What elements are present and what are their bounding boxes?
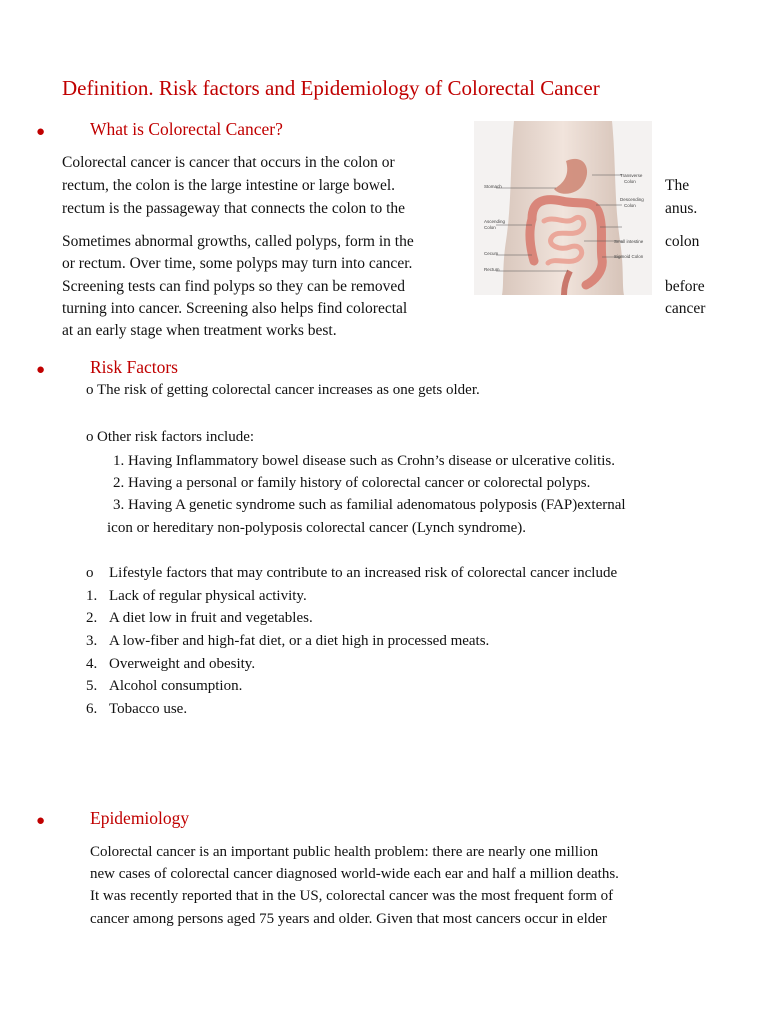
figure-label: Colon [624,203,636,208]
list-number: 5. [86,678,98,694]
section-heading-epidemiology: Epidemiology [90,808,190,828]
lifestyle-item: Alcohol consumption. [109,678,243,694]
circle-bullet-icon: o [86,429,94,445]
lifestyle-intro: Lifestyle factors that may contribute to an increased risk of colorectal cancer include [109,565,618,581]
list-number: 2. [86,610,98,626]
figure-label: Sigmoid Colon [614,254,644,259]
lifestyle-item: A diet low in fruit and vegetables. [109,610,313,626]
risk-item-age: The risk of getting colorectal cancer increases as one gets older. [97,382,480,398]
figure-label: Descending [620,197,644,202]
figure-label: Colon [484,225,496,230]
section-heading-what-is: What is Colorectal Cancer? [90,119,283,139]
figure-label: Ascending [484,219,506,224]
numbered-item: 3. Having A genetic syndrome such as familial adenomatous polyposis (FAP)external [113,497,626,513]
figure-label: Rectum [484,267,500,272]
numbered-item-continuation: icon or hereditary non-polyposis colorectal cancer (Lynch syndrome). [107,520,527,536]
section-heading-risk-factors: Risk Factors [90,357,178,377]
numbered-item: 1. Having Inflammatory bowel disease such as Crohn’s disease or ulcerative colitis. [113,453,615,469]
paragraph-fragment: cancer [665,300,706,317]
paragraph-line: rectum, the colon is the large intestine or large bowel. [62,177,396,194]
figure-label: Colon [624,179,636,184]
paragraph-line: Sometimes abnormal growths, called polyps, form in the [62,233,414,250]
paragraph-line: It was recently reported that in the US, colorectal cancer was the most frequent form of [90,888,614,904]
circle-bullet-icon: o [86,565,94,581]
paragraph-line: turning into cancer. Screening also helps find colorectal [62,300,408,317]
paragraph-line: Colorectal cancer is cancer that occurs in the colon or [62,154,395,171]
colon-anatomy-illustration [474,121,652,295]
bullet-icon: ● [36,124,46,140]
figure-label: Stomach [484,184,502,189]
figure-label: Cecum [484,251,499,256]
bullet-icon: ● [36,813,46,829]
list-number: 4. [86,656,98,672]
paragraph-fragment: anus. [665,200,698,217]
list-number: 6. [86,701,98,717]
numbered-item: 2. Having a personal or family history of colorectal cancer or colorectal polyps. [113,475,591,491]
paragraph-line: Colorectal cancer is an important public health problem: there are nearly one million [90,844,599,860]
lifestyle-item: Lack of regular physical activity. [109,588,307,604]
lifestyle-item: A low-fiber and high-fat diet, or a diet high in processed meats. [109,633,490,649]
page-title: Definition. Risk factors and Epidemiology of Colorectal Cancer [62,76,600,100]
paragraph-line: new cases of colorectal cancer diagnosed world-wide each ear and half a million deaths. [90,866,619,882]
paragraph-fragment: colon [665,233,700,250]
figure-label: Transverse [620,173,643,178]
paragraph-fragment: before [665,278,705,295]
lifestyle-item: Tobacco use. [109,701,188,717]
list-number: 1. [86,588,98,604]
list-number: 3. [86,633,98,649]
paragraph-fragment: The [665,177,690,194]
figure-label: Small intestine [614,239,644,244]
lifestyle-item: Overweight and obesity. [109,656,256,672]
bullet-icon: ● [36,362,46,378]
paragraph-line: or rectum. Over time, some polyps may turn into cancer. [62,255,413,272]
paragraph-line: Screening tests can find polyps so they can be removed [62,278,406,295]
circle-bullet-icon: o [86,382,94,398]
paragraph-line: cancer among persons aged 75 years and older. Given that most cancers occur in elder [90,911,607,927]
risk-item-other: Other risk factors include: [97,429,255,445]
paragraph-line: rectum is the passageway that connects the colon to the [62,200,406,217]
paragraph-line: at an early stage when treatment works best. [62,322,337,339]
